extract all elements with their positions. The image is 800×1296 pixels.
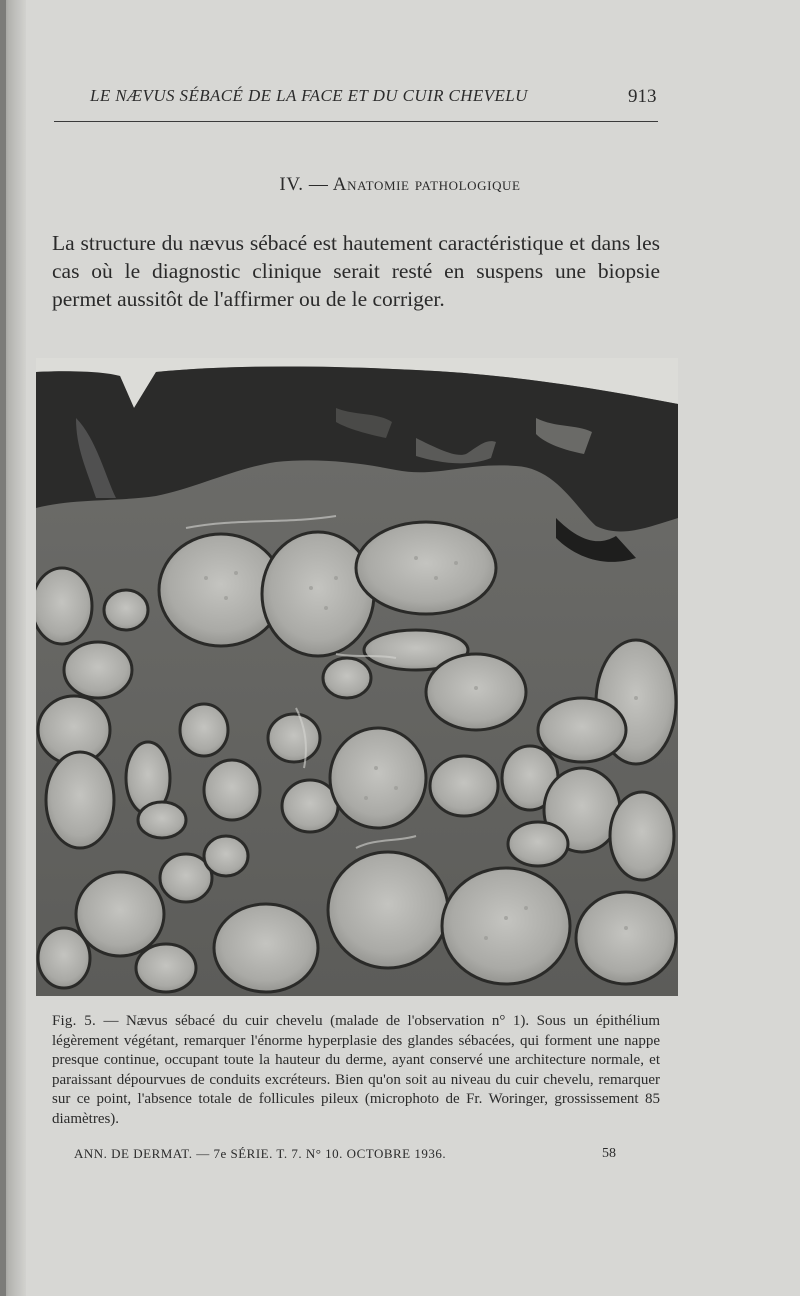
running-head-title: LE NÆVUS SÉBACÉ DE LA FACE ET DU CUIR CHEVELU [90,86,528,105]
page-number: 913 [628,86,657,107]
micrograph-image [36,358,678,996]
micrograph-figure [36,358,678,996]
sheet-number: 58 [602,1146,616,1161]
figure-caption [52,1012,660,1129]
figure-caption-text: — Nævus sébacé du cuir chevelu (malade de l'observation n° 1). Sous un épithélium légèrement végétant, remarquer l'énorme hyperplasie des glandes sébacées, qui forment une nappe presque continue, occupant toute la hauteur du derme, ayant conservé une architecture normale, et paraissant dépourvues de conduits excréteurs. Bien qu'on soit au niveau du cuir chevelu, remarquer sur ce point, l'absence totale de follicules pileux (microphoto de Fr. Woringer, grossissement 85 diamètres). [52,1013,660,1127]
section-title: IV. — Anatomie pathologique [279,174,521,195]
intro-paragraph: La structure du nævus sébacé est hautement caractéristique et dans les cas où le diagnostic clinique serait resté en suspens une biopsie permet aussitôt de l'affirmer ou de le corriger. [52,231,660,311]
header-rule [54,121,658,122]
figure-label: Fig. 5. [52,1013,96,1029]
journal-footer: ANN. DE DERMAT. — 7e SÉRIE. T. 7. N° 10. OCTOBRE 1936. [74,1146,447,1161]
